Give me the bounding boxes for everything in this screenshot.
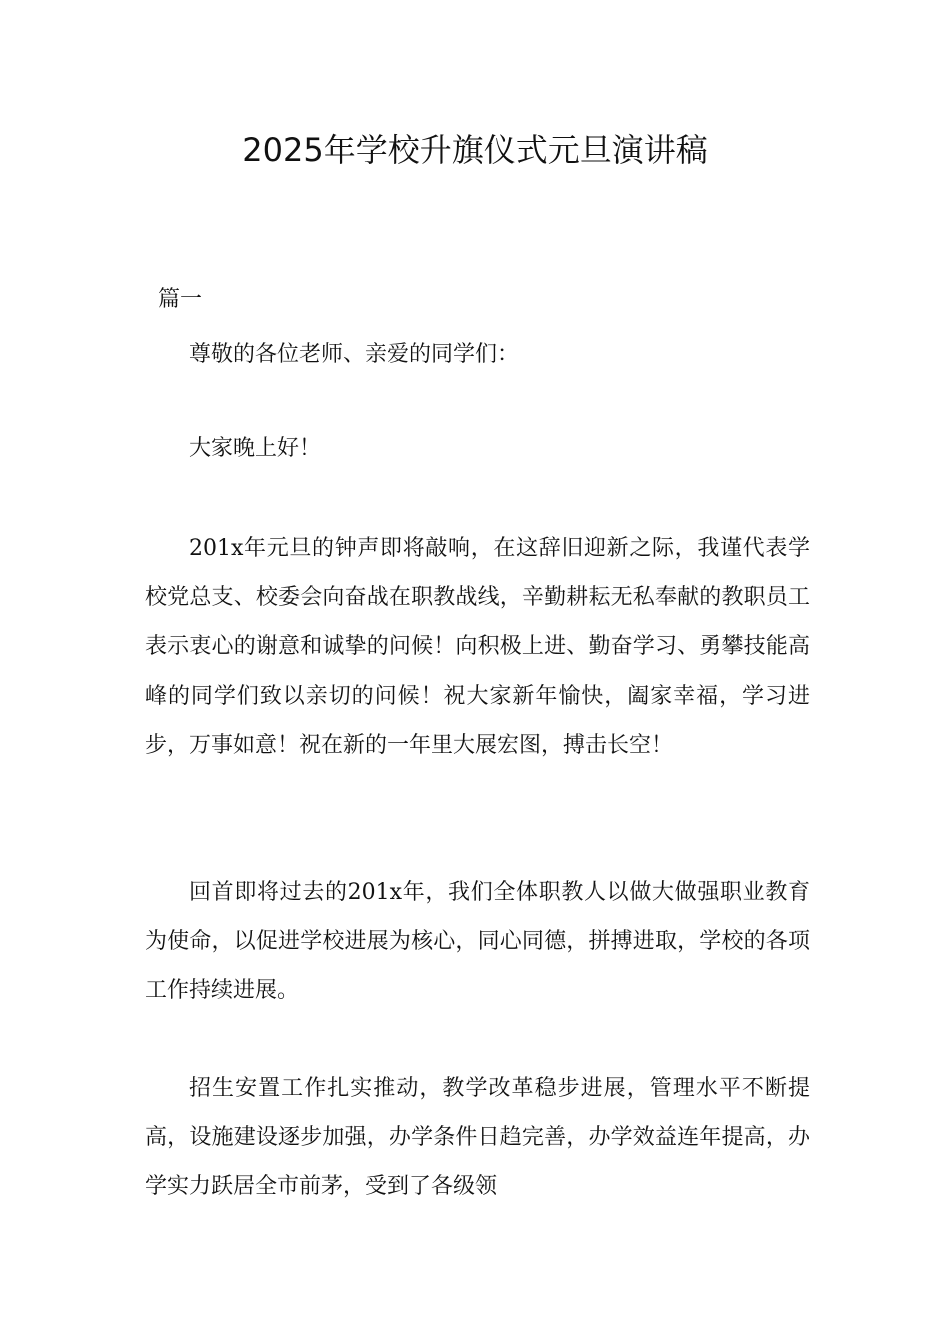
section-label: 篇一 bbox=[158, 287, 203, 312]
hello-paragraph: 大家晚上好！ bbox=[189, 436, 322, 461]
greeting-paragraph: 尊敬的各位老师、亲爱的同学们： bbox=[189, 342, 520, 367]
body-paragraph: 201x年元旦的钟声即将敲响，在这辞旧迎新之际，我谨代表学校党总支、校委会向奋战在职教战线，辛勤耕耘无私奉献的教职员工表示衷心的谢意和诚挚的问候！向积极上进、勤奋学习、勇攀技能高峰的同学们致以亲切的问候！祝大家新年愉快，阖家幸福，学习进步，万事如意！祝在新的一年里大展宏图，搏击长空！ bbox=[145, 536, 810, 758]
body-paragraph: 招生安置工作扎实推动，教学改革稳步进展，管理水平不断提高，设施建设逐步加强，办学条件日趋完善，办学效益连年提高，办学实力跃居全市前茅，受到了各级领 bbox=[145, 1076, 810, 1200]
body-paragraph: 回首即将过去的201x年，我们全体职教人以做大做强职业教育为使命，以促进学校进展为核心，同心同德，拼搏进取，学校的各项工作持续进展。 bbox=[145, 880, 810, 1004]
document-title: 2025年学校升旗仪式元旦演讲稿 bbox=[242, 131, 708, 169]
